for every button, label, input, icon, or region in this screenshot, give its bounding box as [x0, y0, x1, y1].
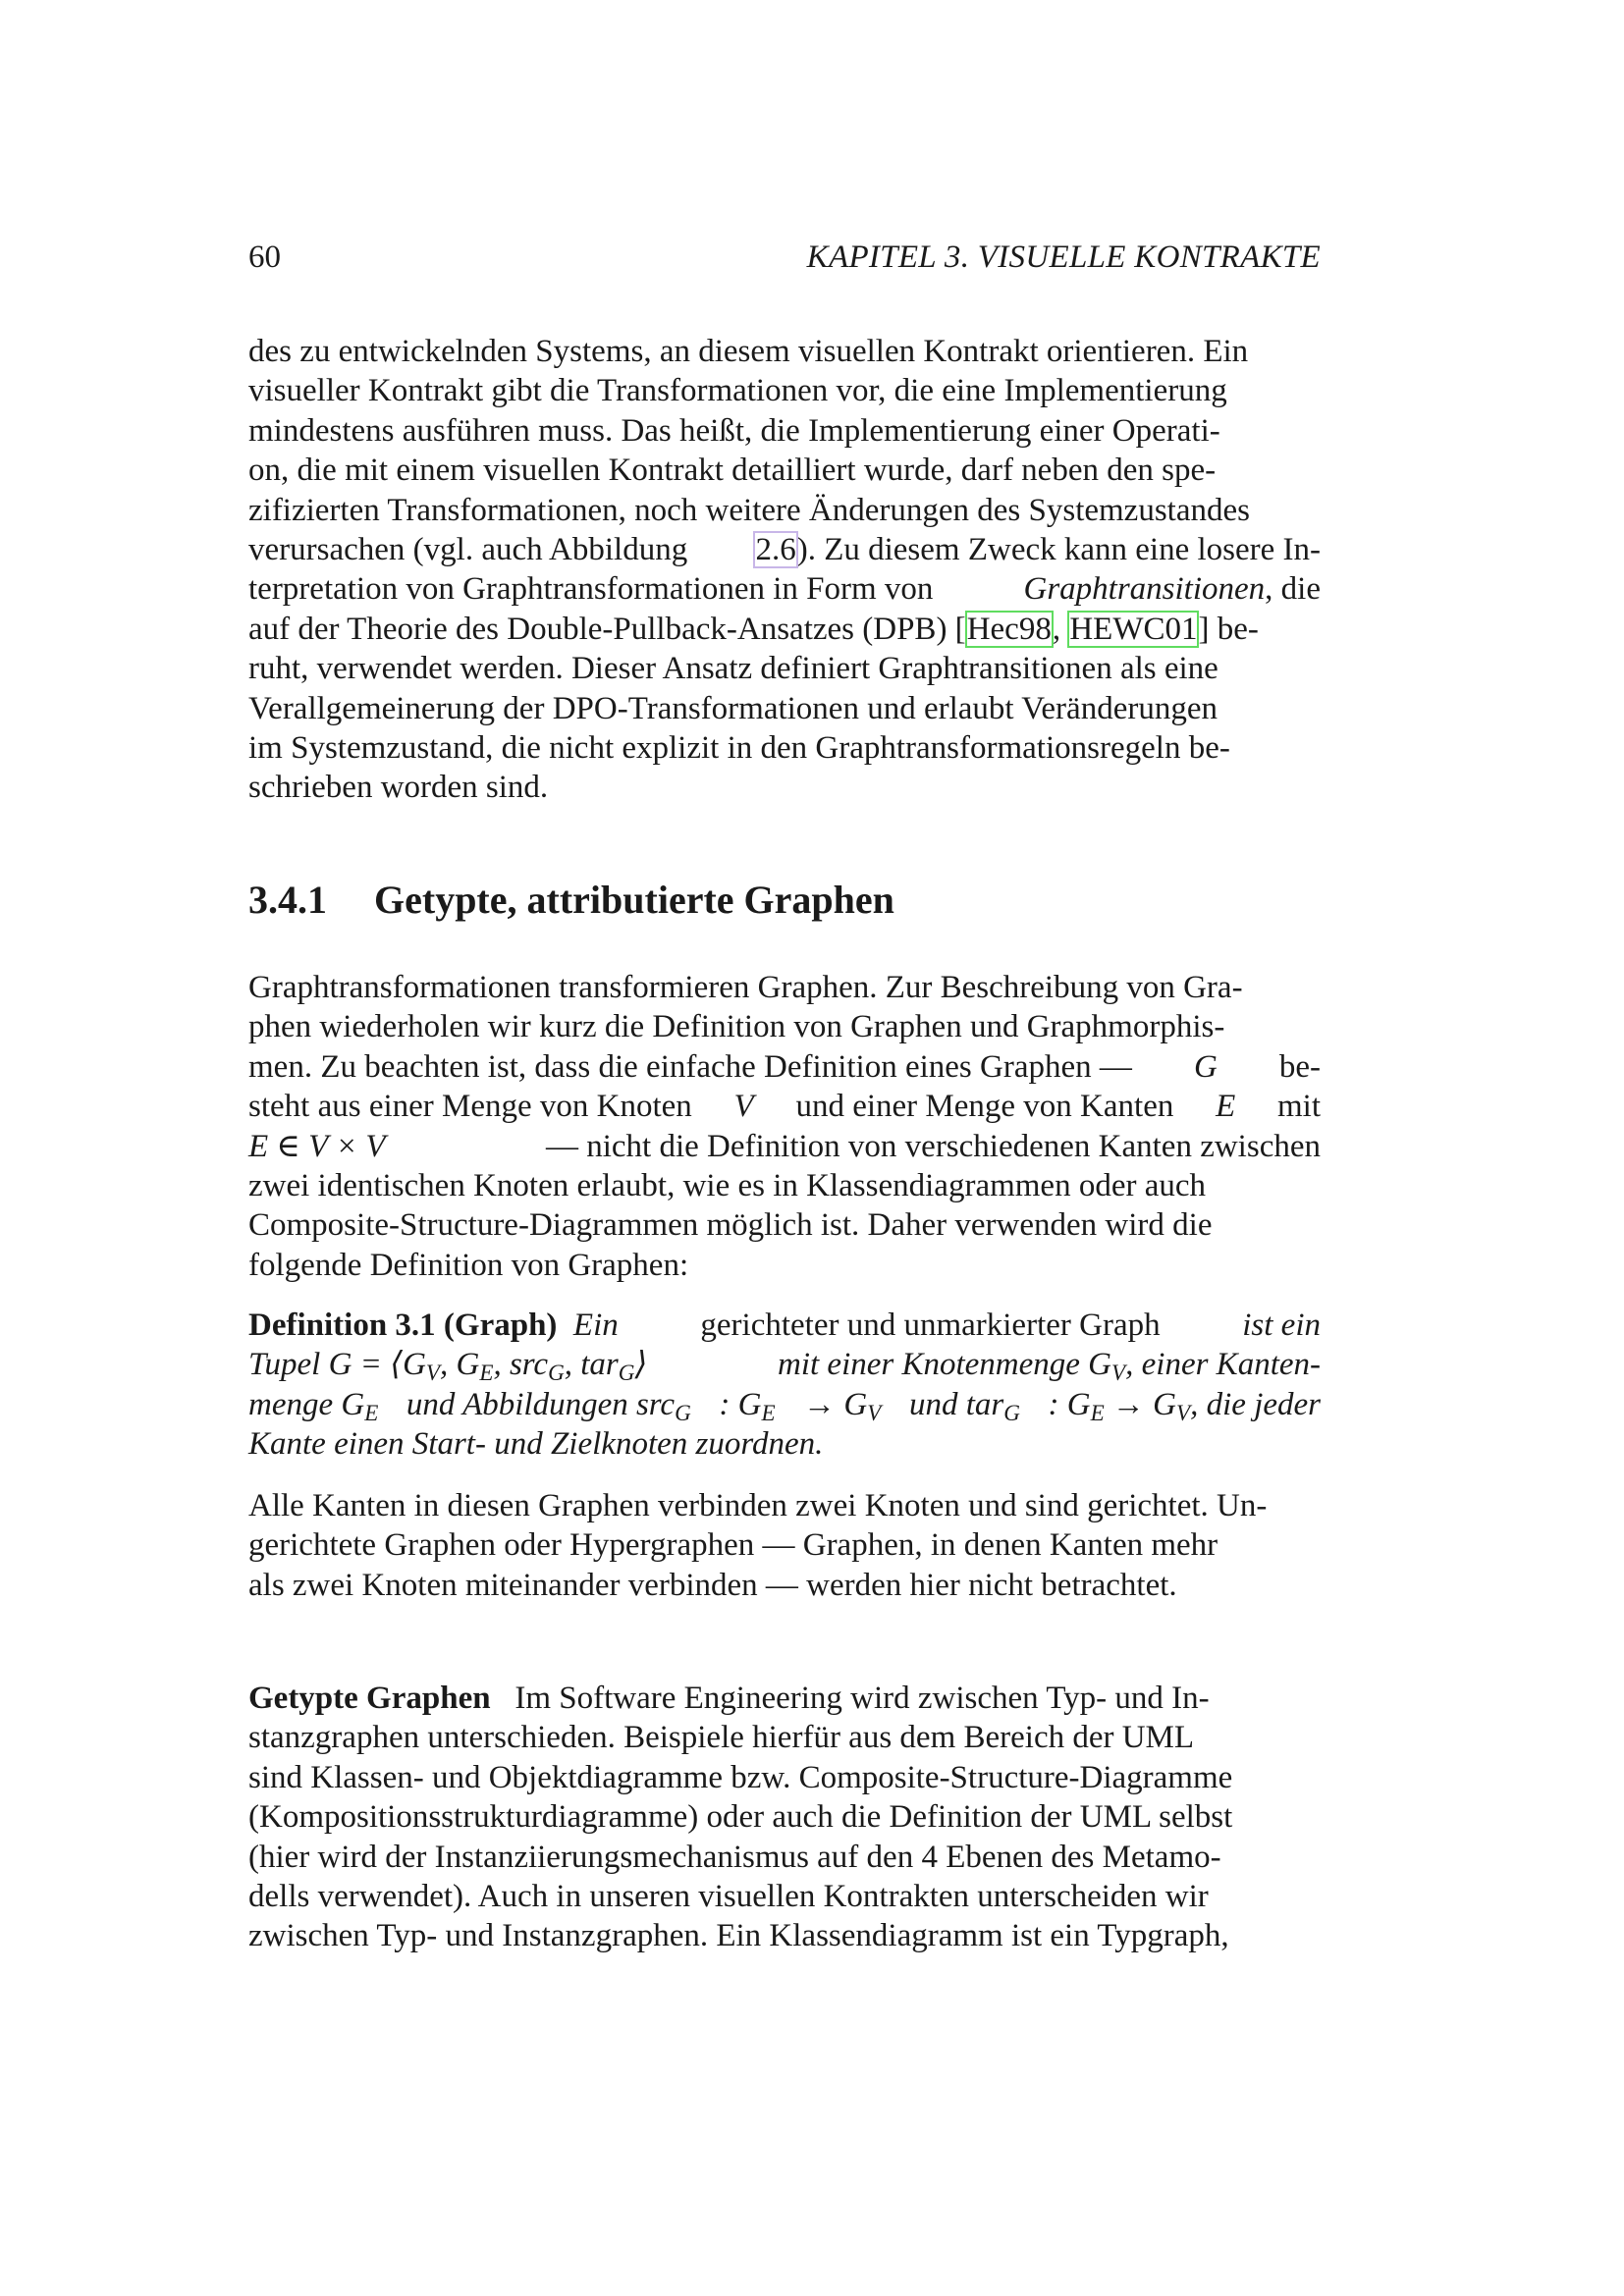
text-line: ruht, verwendet werden. Dieser Ansatz definiert Graphtransitionen als eine [248, 651, 1218, 687]
paragraph-4 [248, 1679, 1321, 1956]
text-line: steht aus einer Menge von Knoten V und einer Menge von Kanten E mit [248, 1089, 1321, 1125]
text-line: Tupel $G = ⟨G_V$, $G_E$, src$_G$, tar$_G$⟩ mit einer Knotenmenge $G_V$, einer Kanten- [248, 1347, 1321, 1386]
text-line: Graphtransformationen transformieren Graphen. Zur Beschreibung von Gra- [248, 970, 1243, 1005]
section-heading [248, 877, 1321, 923]
text-line: on, die mit einem visuellen Kontrakt detailliert wurde, darf neben den spe- [248, 453, 1217, 489]
text-line: Alle Kanten in diesen Graphen verbinden zwei Knoten und sind gerichtet. Un- [248, 1488, 1268, 1523]
text-line: (hier wird der Instanziierungsmechanismus auf den 4 Ebenen des Metamo- [248, 1839, 1221, 1875]
citation-hec98[interactable]: Hec98 [966, 611, 1052, 647]
text-line: schrieben worden sind. [248, 770, 549, 806]
text-line: sind Klassen- und Objektdiagramme bzw. Composite-Structure-Diagramme [248, 1759, 1233, 1795]
page-number: 60 [248, 240, 281, 275]
emphasis-graphtransitionen: Graphtransitionen [1023, 571, 1266, 608]
paragraph-3 [248, 1486, 1321, 1605]
definition-label: Definition 3.1 (Graph) [248, 1308, 558, 1343]
text-line: verursachen (vgl. auch Abbildung 2.6). Zu diesem Zweck kann eine losere In- [248, 531, 1321, 567]
paragraph-2 [248, 968, 1321, 1285]
text-line: visueller Kontrakt gibt die Transformationen vor, die eine Implementierung [248, 373, 1227, 409]
text-line: Getypte Graphen Im Software Engineering wird zwischen Typ- und In- [248, 1681, 1210, 1716]
running-title: KAPITEL 3. VISUELLE KONTRAKTE [806, 240, 1321, 275]
figure-ref-2-6[interactable]: 2.6 [755, 531, 796, 567]
text-line: menge $G_E$ und Abbildungen src$_G$ : $G_E$ → $G_V$ und tar$_G$ : $G_E \to G_V$, die jeder [248, 1386, 1321, 1425]
text-line: dells verwendet). Auch in unseren visuellen Kontrakten unterscheiden wir [248, 1878, 1209, 1914]
section-number: 3.4.1 [248, 878, 327, 922]
text-line: gerichtete Graphen oder Hypergraphen — Graphen, in denen Kanten mehr [248, 1527, 1218, 1564]
text-line: im Systemzustand, die nicht explizit in den Graphtransformationsregeln be- [248, 729, 1230, 766]
citation-hewc01[interactable]: HEWC01 [1069, 611, 1198, 647]
text-line: folgende Definition von Graphen: [248, 1247, 689, 1283]
text-line: (Kompositionsstrukturdiagramme) oder auch die Definition der UML selbst [248, 1799, 1233, 1836]
page-header [248, 240, 1321, 283]
definition-3-1 [248, 1306, 1321, 1465]
paragraph-1 [248, 332, 1321, 808]
text-line: phen wiederholen wir kurz die Definition von Graphen und Graphmorphis- [248, 1009, 1225, 1045]
text-line: terpretation von Graphtransformationen in Form von Graphtransitionen, die [248, 571, 1321, 608]
text-line: als zwei Knoten miteinander verbinden — werden hier nicht betrachtet. [248, 1567, 1177, 1603]
text-line: E ∈ V × V — nicht die Definition von verschiedenen Kanten zwischen [248, 1127, 1321, 1166]
text-line: Composite-Structure-Diagrammen möglich ist. Daher verwenden wird die [248, 1207, 1213, 1244]
text-line: Definition 3.1 (Graph) Ein gerichteter und unmarkierter Graph ist ein [248, 1308, 1321, 1343]
section-title: Getypte, attributierte Graphen [374, 878, 894, 922]
text-line: mindestens ausführen muss. Das heißt, die Implementierung einer Operati- [248, 412, 1220, 449]
text-line: men. Zu beachten ist, dass die einfache Definition eines Graphen — G be- [248, 1048, 1321, 1085]
text-line: des zu entwickelnden Systems, an diesem visuellen Kontrakt orientieren. Ein [248, 334, 1249, 369]
text-line: Verallgemeinerung der DPO-Transformationen und erlaubt Veränderungen [248, 690, 1218, 726]
text-line: zwischen Typ- und Instanzgraphen. Ein Klassendiagramm ist ein Typgraph, [248, 1918, 1229, 1954]
paragraph-heading-getypte-graphen: Getypte Graphen [248, 1681, 491, 1716]
text-line: zifizierten Transformationen, noch weitere Änderungen des Systemzustandes [248, 492, 1250, 528]
text-line: auf der Theorie des Double-Pullback-Ansatzes (DPB) [Hec98, HEWC01] be- [248, 611, 1259, 647]
text-line: Kante einen Start- und Zielknoten zuordnen. [248, 1426, 824, 1463]
math-e-in-vxv: E ∈ V × V [248, 1128, 386, 1164]
text-line: zwei identischen Knoten erlaubt, wie es in Klassendiagrammen oder auch [248, 1167, 1206, 1203]
text-line: stanzgraphen unterschieden. Beispiele hierfür aus dem Bereich der UML [248, 1720, 1195, 1756]
